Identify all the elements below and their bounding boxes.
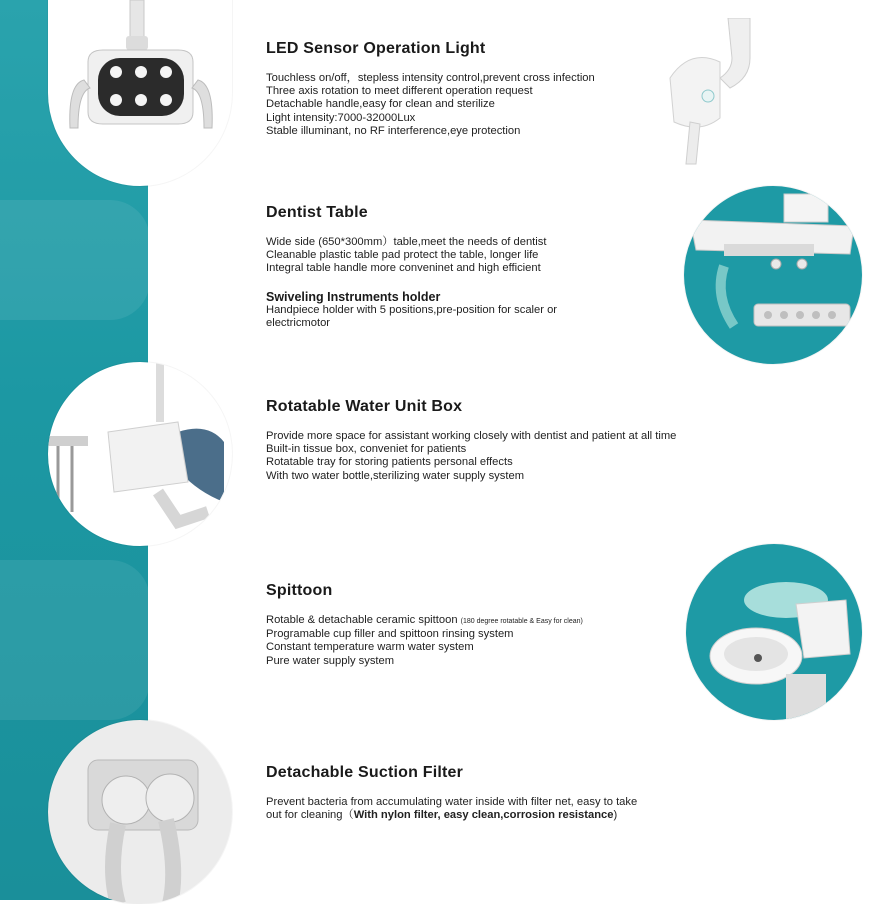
section-suction-filter xyxy=(266,764,736,822)
feature-line: Programable cup filler and spittoon rinsing system xyxy=(266,628,514,641)
feature-line: Constant temperature warm water system xyxy=(266,641,474,654)
feature-line: electricmotor xyxy=(266,316,331,329)
feature-line: Cleanable plastic table pad protect the table, longer life xyxy=(266,249,539,262)
feature-line-main: Rotable & detachable ceramic spittoon xyxy=(266,614,461,626)
feature-line: Wide side (650*300mm）table,meet the needs of dentist xyxy=(266,236,547,248)
suction-filter-image xyxy=(48,720,232,904)
feature-line: Built-in tissue box, conveniet for patients xyxy=(266,443,467,456)
feature-line-main: out for cleaning（ xyxy=(266,809,354,822)
feature-line xyxy=(266,614,736,628)
feature-line: Three axis rotation to meet different operation request xyxy=(266,85,533,98)
feature-line: Touchless on/off，stepless intensity control,prevent cross infection xyxy=(266,72,595,84)
section-title: Detachable Suction Filter xyxy=(266,764,464,781)
feature-line: Detachable handle,easy for clean and sterilize xyxy=(266,98,495,111)
section-title: Rotatable Water Unit Box xyxy=(266,398,463,415)
section-title: LED Sensor Operation Light xyxy=(266,40,486,57)
feature-line: Stable illuminant, no RF interference,eye protection xyxy=(266,124,521,137)
feature-line: Integral table handle more conveninet and high efficient xyxy=(266,262,541,275)
feature-line xyxy=(266,809,736,822)
feature-line: Prevent bacteria from accumulating water inside with filter net, easy to take xyxy=(266,796,638,808)
feature-line-end: ) xyxy=(613,809,618,822)
feature-line: Light intensity:7000-32000Lux xyxy=(266,111,416,124)
feature-note: (180 degree rotatable & Easy for clean) xyxy=(460,618,583,625)
feature-line: Provide more space for assistant working closely with dentist and patient at all time xyxy=(266,430,677,442)
section-title: Spittoon xyxy=(266,582,333,599)
band-shade xyxy=(0,200,150,320)
operation-light-image xyxy=(48,0,232,186)
section-title: Dentist Table xyxy=(266,204,368,221)
water-unit-image xyxy=(48,362,232,546)
feature-line-bold: With nylon filter, easy clean,corrosion resistance xyxy=(353,809,614,822)
section-water-unit xyxy=(266,398,736,483)
section-dentist-table xyxy=(266,204,736,330)
section-led-light xyxy=(266,40,736,138)
section-subtitle: Swiveling Instruments holder xyxy=(266,289,441,304)
feature-line: Rotatable tray for storing patients personal effects xyxy=(266,456,513,469)
feature-line: Pure water supply system xyxy=(266,654,395,667)
band-shade xyxy=(0,560,150,720)
feature-line: Handpiece holder with 5 positions,pre-position for scaler or xyxy=(266,303,558,316)
feature-line: With two water bottle,sterilizing water supply system xyxy=(266,469,525,482)
section-spittoon xyxy=(266,582,736,668)
